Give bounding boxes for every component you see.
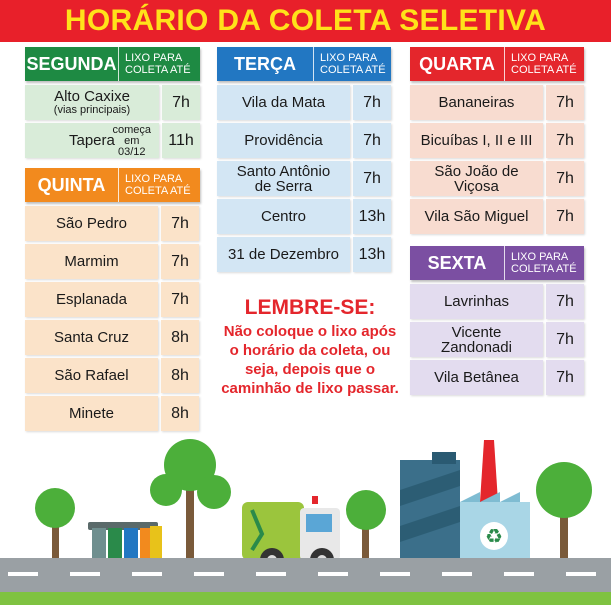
location-name: Minete [25, 396, 158, 431]
day-name: SEXTA [427, 252, 487, 273]
collection-hour: 8h [161, 358, 199, 393]
collection-hour: 7h [161, 244, 199, 279]
subtitle-line: COLETA ATÉ [125, 64, 191, 76]
schedule-row [217, 123, 391, 158]
location-name: Vila São Miguel [410, 199, 543, 234]
page-title: HORÁRIO DA COLETA SELETIVA [64, 4, 547, 37]
subtitle-line: COLETA ATÉ [511, 64, 577, 76]
day-subtitle [504, 47, 584, 81]
location-detail: (vias principais) [53, 104, 131, 116]
day-subtitle [313, 47, 391, 81]
day-header [25, 47, 200, 81]
day-name: TERÇA [234, 53, 296, 74]
reminder-title: LEMBRE-SE: [244, 296, 376, 319]
collection-hour: 7h [353, 161, 391, 196]
location-name: São João de Viçosa [410, 161, 543, 196]
reminder-text: Não coloque o lixo após o horário da coleta, ou seja, depois que o caminhão de lixo passar. [221, 323, 399, 397]
day-header [217, 47, 391, 81]
collection-hour: 13h [353, 199, 391, 234]
tree-icon [150, 439, 231, 565]
location-name: Bananeiras [410, 85, 543, 120]
subtitle-line: LIXO PARA [125, 52, 183, 64]
collection-hour: 7h [162, 85, 200, 120]
location-name [25, 123, 159, 158]
start-note-line: 03/12 [117, 146, 146, 158]
schedule-row [25, 358, 200, 393]
collection-hour: 7h [353, 85, 391, 120]
location-name: São Rafael [25, 358, 158, 393]
day-name: QUINTA [37, 174, 106, 195]
location-name: 31 de Dezembro [217, 237, 350, 272]
day-name: QUARTA [419, 53, 495, 74]
location-name [25, 85, 159, 120]
start-note-line: em [124, 135, 140, 147]
collection-hour: 7h [161, 282, 199, 317]
schedule-row [410, 199, 584, 234]
location-main: Tapera [69, 132, 115, 149]
collection-hour: 7h [546, 360, 584, 395]
schedule-row [410, 85, 584, 120]
schedule-row [25, 320, 200, 355]
day-header [410, 246, 584, 280]
start-note-line: começa [112, 124, 151, 136]
day-subtitle [504, 246, 584, 280]
day-subtitle [118, 168, 200, 202]
collection-hour: 7h [546, 199, 584, 234]
location-name: Bicuíbas I, II e III [410, 123, 543, 158]
collection-hour: 7h [546, 123, 584, 158]
location-name: Vila da Mata [217, 85, 350, 120]
schedule-row [217, 161, 391, 196]
start-note [112, 125, 151, 158]
location-name: São Pedro [25, 206, 158, 241]
day-subtitle [118, 47, 200, 81]
title-banner [0, 0, 611, 42]
subtitle-line: LIXO PARA [511, 52, 569, 64]
day-name: SEGUNDA [26, 53, 117, 74]
day-block-quarta [410, 47, 584, 237]
subtitle-line: LIXO PARA [511, 251, 569, 263]
collection-hour: 11h [162, 123, 200, 158]
subtitle-line: COLETA ATÉ [125, 185, 191, 197]
schedule-row [25, 244, 200, 279]
schedule-row [410, 360, 584, 395]
collection-hour: 7h [546, 85, 584, 120]
schedule-row [217, 85, 391, 120]
location-name: Centro [217, 199, 350, 234]
tree-icon [35, 488, 75, 560]
schedule-row [410, 322, 584, 357]
factory-icon [400, 440, 530, 560]
reminder-box [220, 296, 400, 398]
schedule-row [217, 199, 391, 234]
grass-strip [0, 592, 611, 605]
schedule-row [25, 85, 200, 120]
collection-hour: 7h [161, 206, 199, 241]
location-name: Vicente Zandonadi [410, 322, 543, 357]
location-name: Lavrinhas [410, 284, 543, 319]
schedule-row [25, 282, 200, 317]
subtitle-line: COLETA ATÉ [511, 263, 577, 275]
tree-icon [536, 462, 592, 565]
schedule-row [410, 161, 584, 196]
collection-hour: 7h [546, 322, 584, 357]
location-name: Esplanada [25, 282, 158, 317]
collection-hour: 8h [161, 320, 199, 355]
location-name: Vila Betânea [410, 360, 543, 395]
day-block-sexta [410, 246, 584, 398]
tree-icon [346, 490, 386, 560]
svg-text:♻: ♻ [485, 524, 503, 548]
day-header [25, 168, 200, 202]
location-main: Alto Caxixe [54, 88, 130, 105]
schedule-row [25, 123, 200, 158]
collection-hour: 7h [546, 284, 584, 319]
street-illustration [0, 430, 611, 605]
recycle-icon [480, 522, 508, 550]
day-block-segunda [25, 47, 200, 161]
schedule-row [25, 206, 200, 241]
location-name: Providência [217, 123, 350, 158]
schedule-row [410, 123, 584, 158]
schedule-row [217, 237, 391, 272]
day-block-quinta [25, 168, 200, 434]
location-name: Marmim [25, 244, 158, 279]
collection-hour: 7h [546, 161, 584, 196]
schedule-row [410, 284, 584, 319]
collection-hour: 8h [161, 396, 199, 431]
subtitle-line: LIXO PARA [125, 173, 183, 185]
subtitle-line: LIXO PARA [320, 52, 378, 64]
collection-hour: 13h [353, 237, 391, 272]
recycling-bins-icon [88, 522, 162, 558]
day-header [410, 47, 584, 81]
schedule-row [25, 396, 200, 431]
location-name: Santa Cruz [25, 320, 158, 355]
location-name: Santo Antônio de Serra [217, 161, 350, 196]
collection-hour: 7h [353, 123, 391, 158]
day-block-terca [217, 47, 391, 275]
subtitle-line: COLETA ATÉ [320, 64, 386, 76]
